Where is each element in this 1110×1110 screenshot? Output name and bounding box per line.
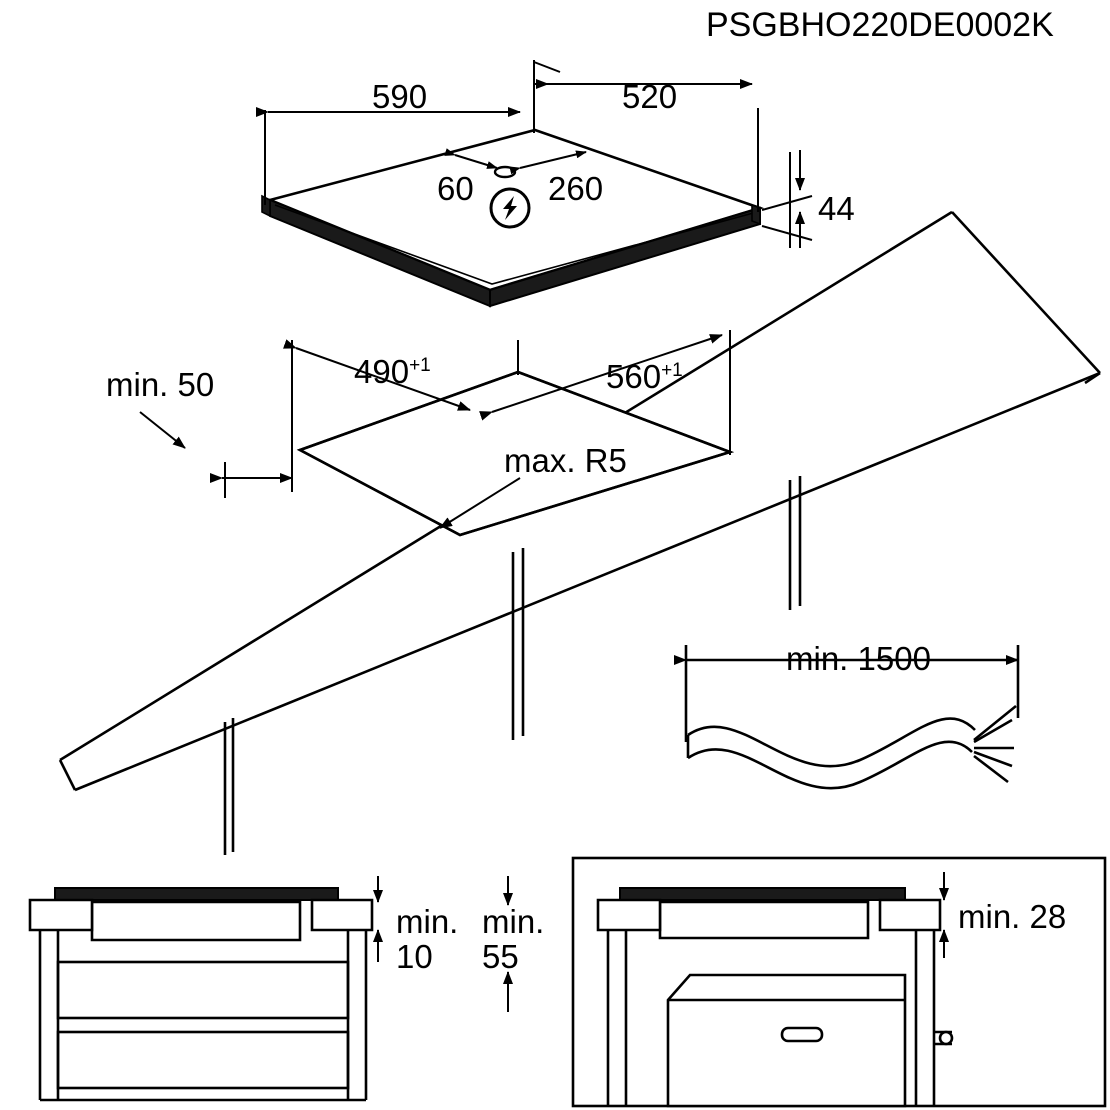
model-code: PSGBHO220DE0002K [706, 6, 1054, 44]
dimension-min-28: min. 28 [958, 898, 1067, 935]
power-symbol-icon [491, 189, 529, 227]
dimension-min-1500: min. 1500 [786, 640, 931, 677]
min50-dimension [140, 412, 292, 498]
hob-center-marker [495, 167, 515, 177]
dimension-width-590: 590 [372, 78, 428, 115]
dimension-max-r5: max. R5 [504, 442, 627, 479]
cutout-490-tolerance: +1 [409, 355, 431, 376]
dimension-height-44: 44 [818, 190, 855, 227]
dimension-cutout-490 [354, 355, 431, 388]
worktop-surface [60, 212, 1100, 790]
right-installation-section [573, 858, 1105, 1106]
dimension-260: 260 [548, 170, 604, 207]
dimension-cutout-560 [606, 360, 683, 393]
cutout-490-value: 490 [354, 353, 410, 390]
left-installation-section [30, 888, 372, 1100]
dimension-min-50: min. 50 [106, 366, 215, 403]
cutout-560-tolerance: +1 [661, 360, 683, 381]
min-10-value: 10 [396, 938, 433, 975]
cutout-560-value: 560 [606, 358, 662, 395]
dimension-depth-520: 520 [622, 78, 678, 115]
min-55-word: min. [482, 903, 545, 940]
min-10-word: min. [396, 903, 459, 940]
min-55-value: 55 [482, 938, 519, 975]
thickness-dimension [762, 150, 812, 248]
dimension-60: 60 [437, 170, 474, 207]
worktop-supports [225, 476, 800, 855]
